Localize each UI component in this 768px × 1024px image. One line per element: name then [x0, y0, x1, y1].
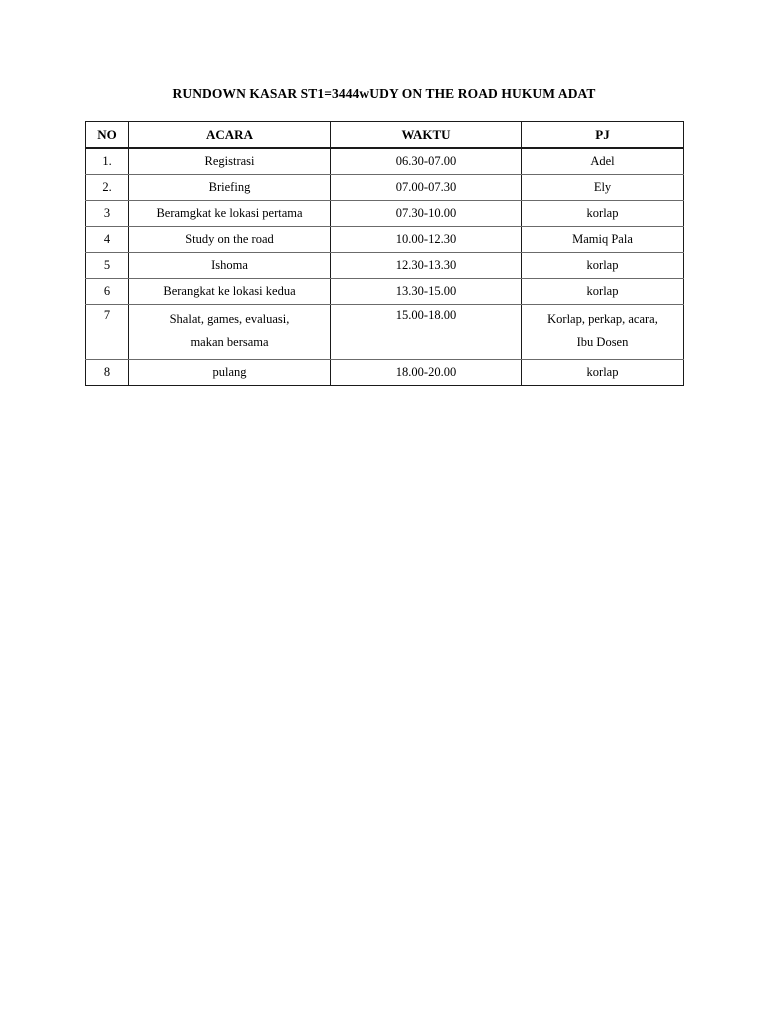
cell-waktu: 15.00-18.00: [331, 305, 522, 360]
cell-acara: Study on the road: [129, 227, 331, 253]
cell-pj-line-2: Ibu Dosen: [576, 335, 629, 350]
table-row: [86, 175, 684, 201]
cell-waktu: 12.30-13.30: [331, 253, 522, 279]
cell-pj: Mamiq Pala: [522, 227, 684, 253]
cell-acara: pulang: [129, 360, 331, 386]
cell-pj-line-1: Korlap, perkap, acara,: [547, 312, 658, 326]
cell-acara: Registrasi: [129, 148, 331, 175]
cell-waktu: 13.30-15.00: [331, 279, 522, 305]
cell-acara-line-2: makan bersama: [190, 335, 269, 350]
cell-pj: korlap: [522, 279, 684, 305]
cell-pj: Adel: [522, 148, 684, 175]
cell-pj: [522, 305, 684, 360]
cell-waktu: 07.00-07.30: [331, 175, 522, 201]
table-header: [86, 122, 684, 149]
cell-pj: korlap: [522, 360, 684, 386]
rundown-table: [85, 121, 684, 386]
cell-acara-line-1: Shalat, games, evaluasi,: [169, 312, 290, 326]
page-title: RUNDOWN KASAR ST1=3444wUDY ON THE ROAD HUKUM ADAT: [172, 86, 596, 101]
cell-no: 6: [86, 279, 129, 305]
column-header-no: NO: [86, 122, 129, 149]
cell-pj: Ely: [522, 175, 684, 201]
cell-no: 1.: [86, 148, 129, 175]
cell-pj: korlap: [522, 253, 684, 279]
column-header-waktu: WAKTU: [331, 122, 522, 149]
cell-waktu: 07.30-10.00: [331, 201, 522, 227]
table-header-row: [86, 122, 684, 149]
table-row: [86, 201, 684, 227]
cell-no: 3: [86, 201, 129, 227]
cell-no: 8: [86, 360, 129, 386]
cell-acara: Berangkat ke lokasi kedua: [129, 279, 331, 305]
table-row: [86, 279, 684, 305]
column-header-acara: ACARA: [129, 122, 331, 149]
cell-acara: [129, 305, 331, 360]
cell-acara: Beramgkat ke lokasi pertama: [129, 201, 331, 227]
cell-no: 4: [86, 227, 129, 253]
column-header-pj: PJ: [522, 122, 684, 149]
table-row: [86, 305, 684, 360]
cell-waktu: 10.00-12.30: [331, 227, 522, 253]
cell-no: 7: [86, 305, 129, 360]
cell-acara: Ishoma: [129, 253, 331, 279]
cell-no: 5: [86, 253, 129, 279]
table-row: [86, 253, 684, 279]
cell-acara: Briefing: [129, 175, 331, 201]
table-row: [86, 360, 684, 386]
table-row: [86, 148, 684, 175]
cell-waktu: 18.00-20.00: [331, 360, 522, 386]
table-body: [86, 148, 684, 386]
table-row: [86, 227, 684, 253]
cell-pj: korlap: [522, 201, 684, 227]
cell-waktu: 06.30-07.00: [331, 148, 522, 175]
cell-no: 2.: [86, 175, 129, 201]
